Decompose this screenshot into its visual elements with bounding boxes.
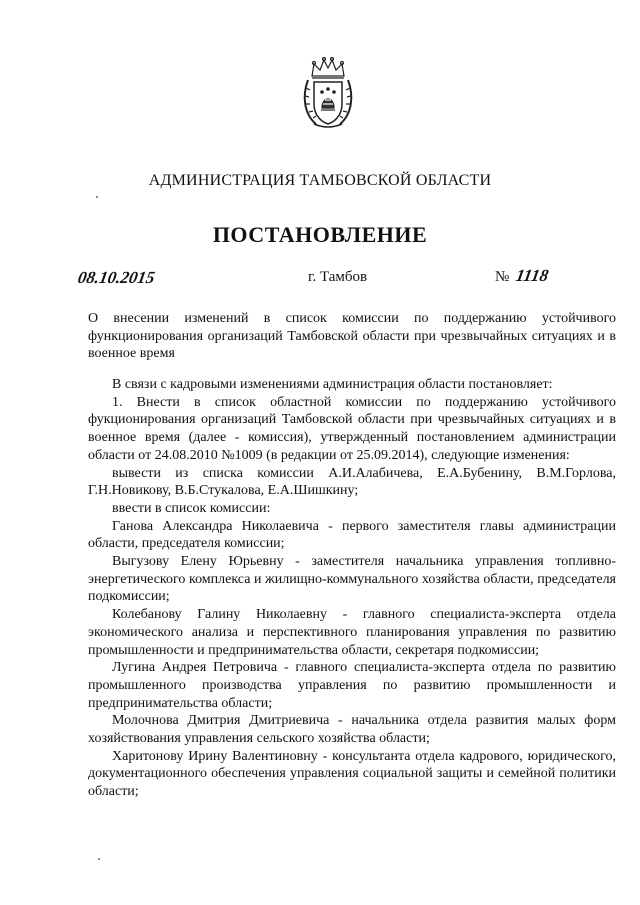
member-entry: Выгузову Елену Юрьевну - заместителя начальника управления топливно-энергетического комплекса и жилищно-коммунального хозяйства области, председателя подкомиссии;	[88, 554, 616, 605]
document-city: г. Тамбов	[308, 269, 368, 285]
member-entry: Лугина Андрея Петровича - главного специалиста-эксперта отдела по развитию промышленного производства управления по развитию промышленности и предпринимательства области;	[88, 660, 616, 711]
document-number-label: №	[495, 269, 510, 285]
organization-name: АДМИНИСТРАЦИЯ ТАМБОВСКОЙ ОБЛАСТИ	[148, 172, 492, 189]
scan-speck	[98, 858, 100, 860]
resolution-subject: О внесении изменений в список комиссии по поддержанию устойчивого функционирования организаций Тамбовской области при чрезвычайных ситуациях и в военное время	[88, 311, 616, 361]
member-entry: Молочнова Дмитрия Дмитриевича - начальника отдела развития малых форм хозяйствования управления сельского хозяйства области;	[88, 713, 616, 747]
clause-1-paragraph: 1. Внести в список областной комиссии по поддержанию устойчивого фукционирования организаций Тамбовской области при чрезвычайных ситуациях и в военное время (далее - комиссия), утвержденный постановлением администрации области от 24.08.2010 №1009 (в редакции от 25.09.2014), следующие изменения:	[88, 394, 616, 463]
document-type-title: ПОСТАНОВЛЕНИЕ	[212, 222, 428, 247]
coat-of-arms-icon	[300, 56, 356, 132]
preamble-paragraph: В связи с кадровыми изменениями администрация области постановляет:	[112, 377, 553, 392]
member-entry: Ганова Александра Николаевича - первого заместителя главы администрации области, председателя комиссии;	[88, 518, 616, 552]
document-date: 08.10.2015	[76, 268, 157, 287]
member-entry: Колебанову Галину Николаевну - главного специалиста-эксперта отдела экономического анализа и перспективного планирования управления по развитию промышленности и предпринимательства области, секретаря подкомиссии;	[88, 607, 616, 658]
resolution-body	[88, 376, 616, 801]
removal-list-paragraph: вывести из списка комиссии А.И.Алабичева, Е.А.Бубенину, В.М.Горлова, Г.Н.Новикову, В.Б.Стукалова, Е.А.Шишкину;	[88, 465, 616, 499]
member-entry: Харитонову Ирину Валентиновну - консультанта отдела кадрового, юридического, документационного обеспечения управления социальной защиты и семейной политики области;	[88, 748, 616, 800]
addition-intro-paragraph: ввести в список комиссии:	[112, 500, 271, 516]
document-number: 1118	[514, 266, 550, 285]
scan-speck	[96, 196, 98, 198]
